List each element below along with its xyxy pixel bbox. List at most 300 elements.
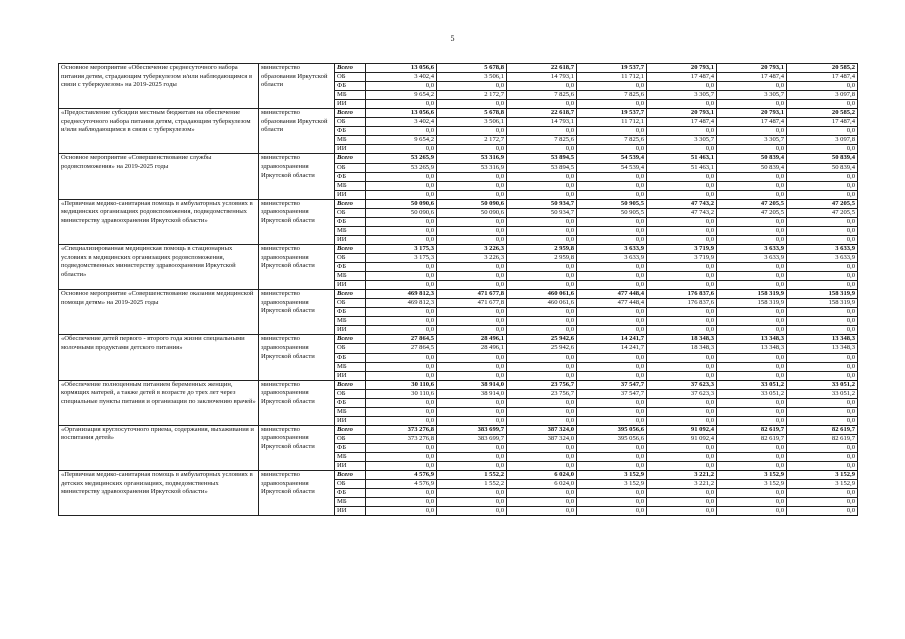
responsible-executor: министерство здравоохранения Иркутской области: [259, 154, 335, 199]
amount-cell: 0,0: [647, 217, 717, 226]
amount-cell: 0,0: [366, 217, 437, 226]
amount-cell: 37 623,3: [647, 389, 717, 398]
amount-cell: 0,0: [787, 281, 858, 290]
funding-source-label: ФБ: [335, 263, 366, 272]
amount-cell: 0,0: [507, 100, 577, 109]
funding-source-label: ФБ: [335, 172, 366, 181]
amount-cell: 17 487,4: [787, 118, 858, 127]
amount-cell: 0,0: [787, 272, 858, 281]
amount-cell: 3 719,9: [647, 253, 717, 262]
responsible-executor: министерство образования Иркутской области: [259, 64, 335, 109]
amount-cell: 47 205,5: [787, 199, 858, 208]
funding-source-label: МБ: [335, 272, 366, 281]
amount-cell: 53 316,9: [437, 154, 507, 163]
amount-cell: 13 348,3: [717, 344, 787, 353]
amount-cell: 0,0: [366, 507, 437, 516]
amount-cell: 0,0: [366, 489, 437, 498]
amount-cell: 50 090,6: [437, 208, 507, 217]
funding-source-label: Всего: [335, 471, 366, 480]
amount-cell: 0,0: [717, 272, 787, 281]
amount-cell: 37 623,3: [647, 380, 717, 389]
amount-cell: 0,0: [366, 443, 437, 452]
amount-cell: 0,0: [647, 416, 717, 425]
amount-cell: 0,0: [577, 263, 647, 272]
amount-cell: 0,0: [507, 489, 577, 498]
amount-cell: 383 699,7: [437, 425, 507, 434]
amount-cell: 5 678,8: [437, 109, 507, 118]
amount-cell: 3 175,3: [366, 244, 437, 253]
amount-cell: 3 221,2: [647, 471, 717, 480]
amount-cell: 0,0: [717, 226, 787, 235]
amount-cell: 3 152,9: [787, 471, 858, 480]
amount-cell: 50 839,4: [717, 154, 787, 163]
activity-name: Основное мероприятие «Обеспечение среднесуточного набора питания детям, страдающим туберкулезом и/или наблюдающимся в связи с туберкулезом» на 2019-2025 годы: [59, 64, 259, 109]
amount-cell: 3 152,9: [577, 480, 647, 489]
amount-cell: 50 839,4: [787, 154, 858, 163]
amount-cell: 50 090,6: [437, 199, 507, 208]
amount-cell: 17 487,4: [647, 73, 717, 82]
responsible-executor: министерство здравоохранения Иркутской области: [259, 290, 335, 335]
amount-cell: 47 205,5: [717, 208, 787, 217]
amount-cell: 0,0: [437, 127, 507, 136]
amount-cell: 0,0: [437, 235, 507, 244]
funding-source-label: ИИ: [335, 100, 366, 109]
amount-cell: 38 914,0: [437, 380, 507, 389]
amount-cell: 477 448,4: [577, 299, 647, 308]
amount-cell: 0,0: [437, 507, 507, 516]
amount-cell: 0,0: [507, 127, 577, 136]
funding-source-label: ОБ: [335, 389, 366, 398]
amount-cell: 0,0: [437, 416, 507, 425]
amount-cell: 91 092,4: [647, 434, 717, 443]
amount-cell: 0,0: [366, 371, 437, 380]
table-row: [59, 64, 858, 73]
funding-source-label: ФБ: [335, 443, 366, 452]
amount-cell: 0,0: [647, 82, 717, 91]
amount-cell: 0,0: [437, 453, 507, 462]
amount-cell: 3 305,7: [647, 91, 717, 100]
funding-source-label: МБ: [335, 226, 366, 235]
amount-cell: 0,0: [787, 353, 858, 362]
funding-source-label: Всего: [335, 244, 366, 253]
amount-cell: 3 633,9: [787, 253, 858, 262]
funding-source-label: ОБ: [335, 434, 366, 443]
funding-source-label: МБ: [335, 91, 366, 100]
amount-cell: 9 654,2: [366, 136, 437, 145]
amount-cell: 0,0: [577, 489, 647, 498]
amount-cell: 0,0: [366, 326, 437, 335]
amount-cell: 3 633,9: [717, 244, 787, 253]
amount-cell: 14 241,7: [577, 344, 647, 353]
amount-cell: 0,0: [507, 235, 577, 244]
amount-cell: 0,0: [577, 453, 647, 462]
amount-cell: 0,0: [507, 507, 577, 516]
amount-cell: 0,0: [787, 462, 858, 471]
amount-cell: 0,0: [647, 407, 717, 416]
amount-cell: 477 448,4: [577, 290, 647, 299]
amount-cell: 82 619,7: [787, 434, 858, 443]
amount-cell: 20 793,1: [717, 64, 787, 73]
amount-cell: 0,0: [717, 443, 787, 452]
amount-cell: 0,0: [437, 281, 507, 290]
amount-cell: 0,0: [647, 371, 717, 380]
funding-source-label: ИИ: [335, 507, 366, 516]
amount-cell: 0,0: [787, 127, 858, 136]
amount-cell: 1 552,2: [437, 471, 507, 480]
amount-cell: 0,0: [787, 326, 858, 335]
amount-cell: 0,0: [366, 308, 437, 317]
amount-cell: 17 487,4: [717, 73, 787, 82]
amount-cell: 0,0: [437, 308, 507, 317]
amount-cell: 0,0: [787, 190, 858, 199]
amount-cell: 373 276,8: [366, 434, 437, 443]
amount-cell: 0,0: [437, 272, 507, 281]
amount-cell: 13 348,3: [717, 335, 787, 344]
responsible-executor: министерство здравоохранения Иркутской области: [259, 425, 335, 470]
amount-cell: 0,0: [647, 226, 717, 235]
amount-cell: 38 914,0: [437, 389, 507, 398]
amount-cell: 25 942,6: [507, 344, 577, 353]
amount-cell: 2 172,7: [437, 136, 507, 145]
amount-cell: 3 226,3: [437, 244, 507, 253]
amount-cell: 91 092,4: [647, 425, 717, 434]
amount-cell: 0,0: [507, 498, 577, 507]
amount-cell: 383 699,7: [437, 434, 507, 443]
amount-cell: 0,0: [366, 353, 437, 362]
amount-cell: 82 619,7: [717, 434, 787, 443]
amount-cell: 51 463,1: [647, 154, 717, 163]
amount-cell: 0,0: [577, 100, 647, 109]
funding-source-label: ОБ: [335, 73, 366, 82]
funding-source-label: МБ: [335, 453, 366, 462]
amount-cell: 0,0: [366, 317, 437, 326]
amount-cell: 0,0: [787, 407, 858, 416]
amount-cell: 2 959,8: [507, 244, 577, 253]
funding-source-label: ИИ: [335, 281, 366, 290]
amount-cell: 53 316,9: [437, 163, 507, 172]
funding-source-label: ФБ: [335, 489, 366, 498]
amount-cell: 0,0: [787, 217, 858, 226]
amount-cell: 0,0: [437, 226, 507, 235]
amount-cell: 0,0: [577, 226, 647, 235]
amount-cell: 0,0: [507, 281, 577, 290]
amount-cell: 0,0: [507, 217, 577, 226]
amount-cell: 395 056,6: [577, 425, 647, 434]
table-row: [59, 199, 858, 208]
amount-cell: 14 241,7: [577, 335, 647, 344]
amount-cell: 3 305,7: [717, 91, 787, 100]
amount-cell: 0,0: [437, 498, 507, 507]
amount-cell: 0,0: [787, 416, 858, 425]
amount-cell: 4 576,9: [366, 471, 437, 480]
amount-cell: 0,0: [577, 462, 647, 471]
funding-source-label: ФБ: [335, 308, 366, 317]
amount-cell: 2 172,7: [437, 91, 507, 100]
amount-cell: 17 487,4: [787, 73, 858, 82]
funding-source-label: ОБ: [335, 163, 366, 172]
amount-cell: 0,0: [507, 308, 577, 317]
table-row: [59, 154, 858, 163]
amount-cell: 0,0: [437, 398, 507, 407]
amount-cell: 47 743,2: [647, 208, 717, 217]
funding-source-label: МБ: [335, 317, 366, 326]
amount-cell: 0,0: [507, 317, 577, 326]
amount-cell: 0,0: [577, 82, 647, 91]
funding-source-label: ОБ: [335, 299, 366, 308]
amount-cell: 13 056,6: [366, 109, 437, 118]
amount-cell: 0,0: [507, 462, 577, 471]
amount-cell: 20 585,2: [787, 109, 858, 118]
amount-cell: 0,0: [577, 498, 647, 507]
amount-cell: 17 487,4: [647, 118, 717, 127]
amount-cell: 0,0: [647, 190, 717, 199]
amount-cell: 0,0: [507, 263, 577, 272]
amount-cell: 0,0: [507, 326, 577, 335]
funding-source-label: ИИ: [335, 416, 366, 425]
amount-cell: 3 719,9: [647, 244, 717, 253]
funding-source-label: ФБ: [335, 217, 366, 226]
amount-cell: 0,0: [507, 353, 577, 362]
amount-cell: 47 743,2: [647, 199, 717, 208]
funding-source-label: Всего: [335, 380, 366, 389]
amount-cell: 7 825,6: [577, 91, 647, 100]
amount-cell: 0,0: [507, 181, 577, 190]
amount-cell: 18 348,3: [647, 344, 717, 353]
amount-cell: 2 959,8: [507, 253, 577, 262]
amount-cell: 0,0: [647, 127, 717, 136]
amount-cell: 0,0: [717, 326, 787, 335]
amount-cell: 0,0: [647, 489, 717, 498]
amount-cell: 176 837,6: [647, 290, 717, 299]
amount-cell: 158 319,9: [787, 299, 858, 308]
responsible-executor: министерство образования Иркутской области: [259, 109, 335, 154]
amount-cell: 0,0: [647, 308, 717, 317]
amount-cell: 0,0: [717, 100, 787, 109]
amount-cell: 14 793,1: [507, 73, 577, 82]
amount-cell: 0,0: [717, 172, 787, 181]
table-row: [59, 380, 858, 389]
amount-cell: 0,0: [366, 100, 437, 109]
amount-cell: 0,0: [717, 371, 787, 380]
amount-cell: 0,0: [507, 172, 577, 181]
amount-cell: 53 265,9: [366, 154, 437, 163]
amount-cell: 23 756,7: [507, 389, 577, 398]
amount-cell: 0,0: [647, 263, 717, 272]
funding-source-label: Всего: [335, 335, 366, 344]
amount-cell: 50 090,6: [366, 199, 437, 208]
amount-cell: 50 839,4: [787, 163, 858, 172]
amount-cell: 50 090,6: [366, 208, 437, 217]
amount-cell: 0,0: [717, 498, 787, 507]
amount-cell: 0,0: [717, 127, 787, 136]
amount-cell: 158 319,9: [717, 290, 787, 299]
amount-cell: 50 934,7: [507, 199, 577, 208]
amount-cell: 47 205,5: [787, 208, 858, 217]
amount-cell: 0,0: [717, 145, 787, 154]
amount-cell: 0,0: [717, 181, 787, 190]
amount-cell: 22 618,7: [507, 109, 577, 118]
amount-cell: 158 319,9: [787, 290, 858, 299]
amount-cell: 28 496,1: [437, 344, 507, 353]
amount-cell: 0,0: [647, 398, 717, 407]
amount-cell: 0,0: [507, 407, 577, 416]
amount-cell: 0,0: [437, 371, 507, 380]
activity-name: «Организация круглосуточного приема, содержания, выхаживания и воспитания детей»: [59, 425, 259, 470]
activity-name: «Обеспечение детей первого - второго года жизни специальными молочными продуктами детского питания»: [59, 335, 259, 380]
amount-cell: 27 864,5: [366, 335, 437, 344]
amount-cell: 0,0: [437, 217, 507, 226]
amount-cell: 0,0: [577, 353, 647, 362]
amount-cell: 0,0: [717, 507, 787, 516]
amount-cell: 0,0: [717, 263, 787, 272]
amount-cell: 0,0: [437, 362, 507, 371]
amount-cell: 0,0: [647, 362, 717, 371]
activity-name: «Первичная медико-санитарная помощь в амбулаторных условиях в медицинских организациях родовспоможения, подведомственных министерству здравоохранения Иркутской области»: [59, 199, 259, 244]
amount-cell: 0,0: [437, 181, 507, 190]
amount-cell: 0,0: [577, 235, 647, 244]
amount-cell: 53 894,5: [507, 163, 577, 172]
amount-cell: 0,0: [437, 100, 507, 109]
amount-cell: 0,0: [787, 82, 858, 91]
amount-cell: 3 097,8: [787, 136, 858, 145]
amount-cell: 18 348,3: [647, 335, 717, 344]
amount-cell: 37 547,7: [577, 380, 647, 389]
funding-source-label: ФБ: [335, 353, 366, 362]
table-row: [59, 471, 858, 480]
amount-cell: 3 152,9: [787, 480, 858, 489]
amount-cell: 20 585,2: [787, 64, 858, 73]
amount-cell: 20 793,1: [717, 109, 787, 118]
funding-source-label: МБ: [335, 136, 366, 145]
amount-cell: 0,0: [717, 362, 787, 371]
amount-cell: 53 894,5: [507, 154, 577, 163]
amount-cell: 0,0: [577, 172, 647, 181]
amount-cell: 3 152,9: [717, 471, 787, 480]
amount-cell: 0,0: [437, 172, 507, 181]
amount-cell: 0,0: [437, 263, 507, 272]
amount-cell: 0,0: [366, 398, 437, 407]
funding-source-label: ФБ: [335, 127, 366, 136]
amount-cell: 0,0: [437, 145, 507, 154]
amount-cell: 0,0: [437, 82, 507, 91]
funding-source-label: ОБ: [335, 480, 366, 489]
responsible-executor: министерство здравоохранения Иркутской области: [259, 471, 335, 516]
amount-cell: 0,0: [366, 181, 437, 190]
amount-cell: 0,0: [507, 226, 577, 235]
amount-cell: 19 537,7: [577, 109, 647, 118]
amount-cell: 33 051,2: [717, 389, 787, 398]
amount-cell: 387 324,0: [507, 434, 577, 443]
amount-cell: 0,0: [366, 281, 437, 290]
funding-source-label: Всего: [335, 109, 366, 118]
funding-source-label: ИИ: [335, 371, 366, 380]
amount-cell: 0,0: [787, 507, 858, 516]
amount-cell: 0,0: [366, 190, 437, 199]
amount-cell: 4 576,9: [366, 480, 437, 489]
amount-cell: 0,0: [717, 453, 787, 462]
amount-cell: 3 221,2: [647, 480, 717, 489]
amount-cell: 0,0: [577, 326, 647, 335]
funding-source-label: МБ: [335, 407, 366, 416]
amount-cell: 6 024,0: [507, 471, 577, 480]
funding-source-label: ФБ: [335, 82, 366, 91]
amount-cell: 0,0: [787, 443, 858, 452]
amount-cell: 0,0: [507, 443, 577, 452]
amount-cell: 47 205,5: [717, 199, 787, 208]
amount-cell: 0,0: [577, 190, 647, 199]
amount-cell: 3 633,9: [577, 244, 647, 253]
amount-cell: 0,0: [787, 371, 858, 380]
amount-cell: 0,0: [437, 443, 507, 452]
amount-cell: 0,0: [577, 362, 647, 371]
amount-cell: 373 276,8: [366, 425, 437, 434]
amount-cell: 11 712,1: [577, 73, 647, 82]
amount-cell: 13 348,3: [787, 344, 858, 353]
responsible-executor: министерство здравоохранения Иркутской области: [259, 380, 335, 425]
amount-cell: 0,0: [717, 82, 787, 91]
amount-cell: 0,0: [717, 308, 787, 317]
amount-cell: 0,0: [717, 281, 787, 290]
amount-cell: 0,0: [437, 462, 507, 471]
funding-source-label: Всего: [335, 154, 366, 163]
amount-cell: 0,0: [437, 317, 507, 326]
amount-cell: 0,0: [647, 145, 717, 154]
amount-cell: 0,0: [577, 317, 647, 326]
amount-cell: 0,0: [507, 416, 577, 425]
amount-cell: 37 547,7: [577, 389, 647, 398]
table-row: [59, 425, 858, 434]
amount-cell: 0,0: [717, 353, 787, 362]
amount-cell: 0,0: [577, 181, 647, 190]
amount-cell: 3 152,9: [717, 480, 787, 489]
table-row: [59, 290, 858, 299]
amount-cell: 0,0: [507, 82, 577, 91]
activity-name: «Предоставление субсидии местным бюджетам на обеспечение среднесуточного набора питания детям, страдающим туберкулезом и/или наблюдающимся в связи с туберкулезом»: [59, 109, 259, 154]
funding-source-label: ФБ: [335, 398, 366, 407]
amount-cell: 0,0: [366, 272, 437, 281]
amount-cell: 0,0: [717, 190, 787, 199]
amount-cell: 3 506,1: [437, 73, 507, 82]
amount-cell: 0,0: [647, 172, 717, 181]
amount-cell: 0,0: [366, 226, 437, 235]
amount-cell: 3 152,9: [577, 471, 647, 480]
amount-cell: 51 463,1: [647, 163, 717, 172]
responsible-executor: министерство здравоохранения Иркутской области: [259, 244, 335, 289]
amount-cell: 0,0: [507, 145, 577, 154]
amount-cell: 13 056,6: [366, 64, 437, 73]
amount-cell: 0,0: [577, 407, 647, 416]
amount-cell: 0,0: [647, 507, 717, 516]
table-body: [59, 64, 858, 516]
amount-cell: 0,0: [787, 263, 858, 272]
amount-cell: 471 677,8: [437, 290, 507, 299]
amount-cell: 0,0: [577, 507, 647, 516]
amount-cell: 0,0: [717, 217, 787, 226]
amount-cell: 0,0: [366, 462, 437, 471]
amount-cell: 53 265,9: [366, 163, 437, 172]
activity-name: «Специализированная медицинская помощь в стационарных условиях в медицинских организациях родовспоможения, подведомственных министерству здравоохранения Иркутской области»: [59, 244, 259, 289]
amount-cell: 6 024,0: [507, 480, 577, 489]
amount-cell: 0,0: [577, 443, 647, 452]
activity-name: Основное мероприятие «Совершенствование службы родовспоможения» на 2019-2025 годы: [59, 154, 259, 199]
funding-source-label: МБ: [335, 498, 366, 507]
table-row: [59, 109, 858, 118]
amount-cell: 0,0: [507, 272, 577, 281]
amount-cell: 11 712,1: [577, 118, 647, 127]
amount-cell: 7 825,6: [577, 136, 647, 145]
amount-cell: 0,0: [647, 462, 717, 471]
amount-cell: 3 633,9: [717, 253, 787, 262]
